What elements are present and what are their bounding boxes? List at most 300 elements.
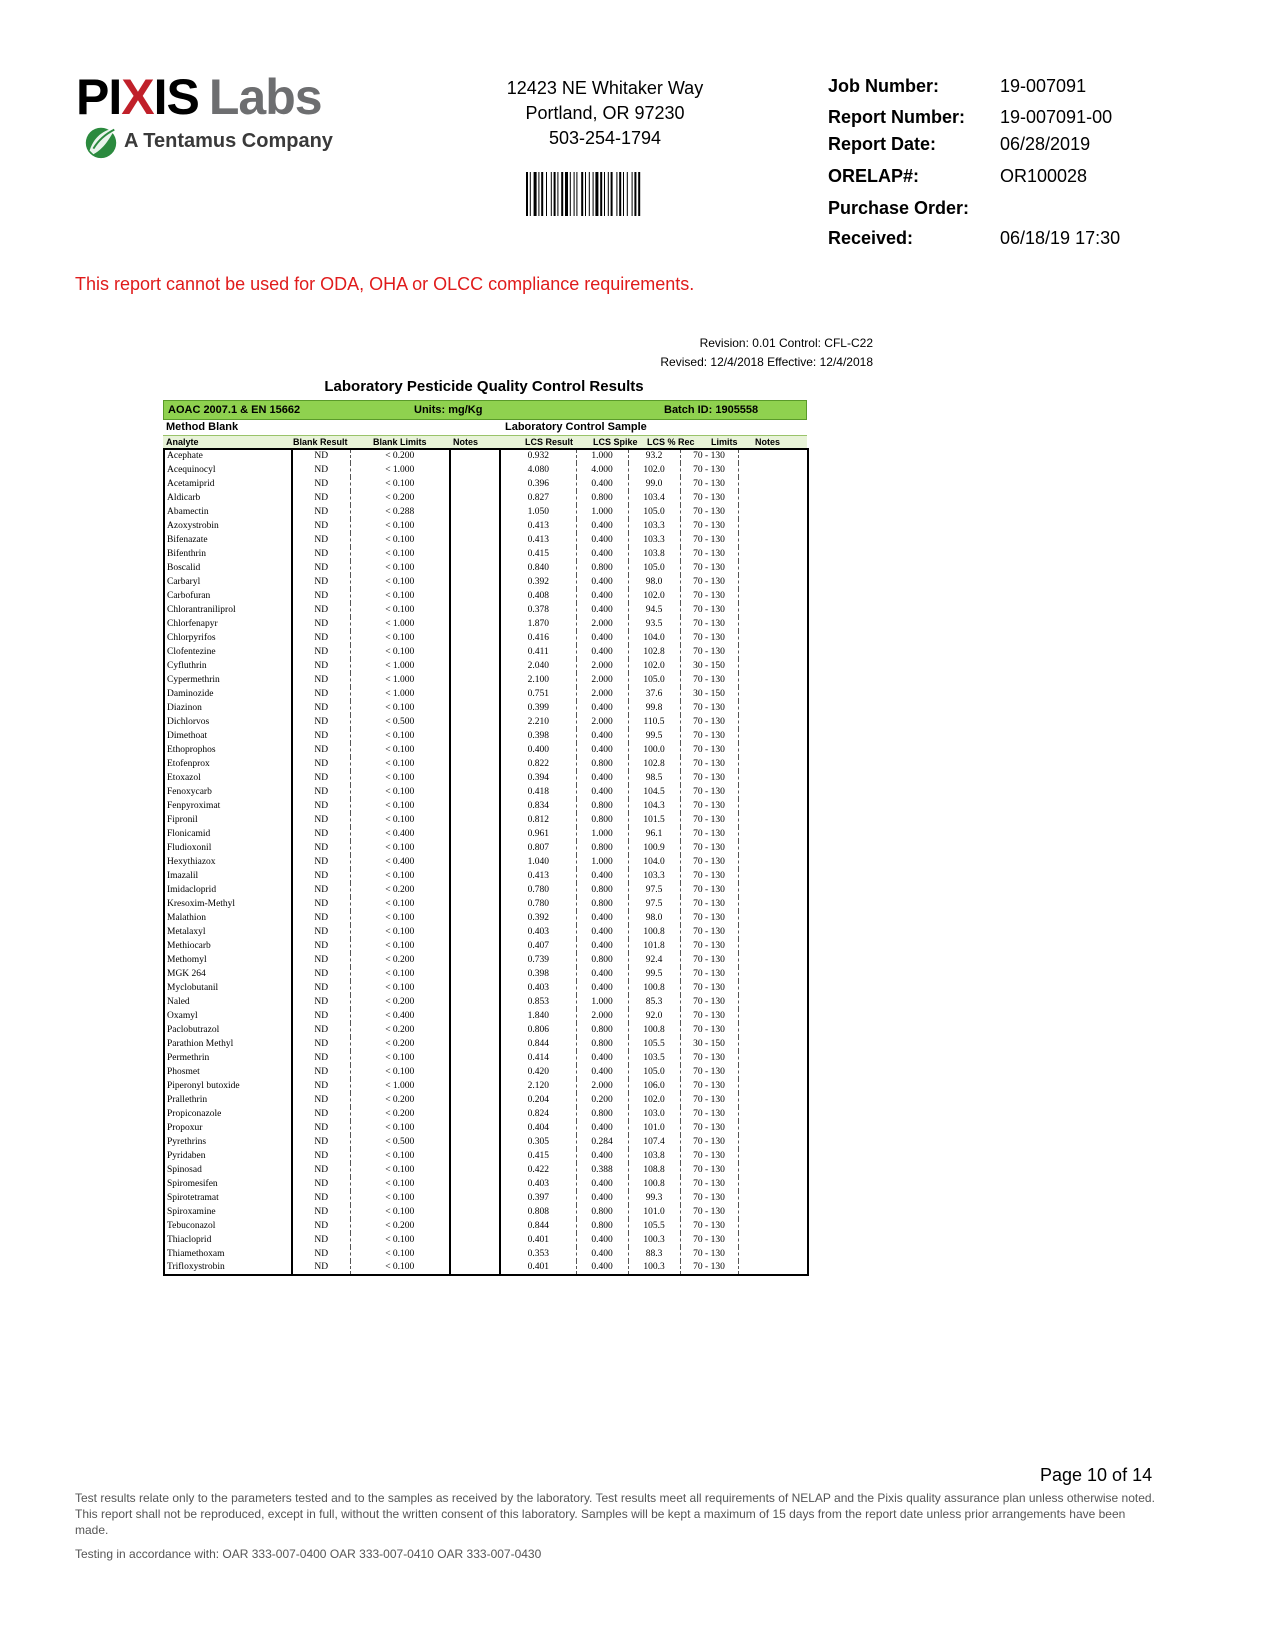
- cell-lcs-spike: 0.400: [576, 603, 628, 617]
- cell-limits: 70 - 130: [680, 1135, 738, 1149]
- header-blank-result: Blank Result: [293, 437, 348, 447]
- cell-notes-1: [450, 1149, 500, 1163]
- cell-lcs-rec: 97.5: [628, 897, 680, 911]
- cell-limits: 70 - 130: [680, 463, 738, 477]
- cell-lcs-result: 0.392: [500, 575, 576, 589]
- cell-notes-2: [738, 1065, 808, 1079]
- table-row: [164, 1205, 808, 1219]
- table-row: [164, 1107, 808, 1121]
- table-row: [164, 505, 808, 519]
- qc-section-labels: [163, 420, 807, 435]
- cell-notes-2: [738, 589, 808, 603]
- table-row: [164, 659, 808, 673]
- address-street: 12423 NE Whitaker Way: [506, 78, 704, 98]
- cell-analyte: Fenoxycarb: [164, 785, 292, 799]
- cell-lcs-spike: 0.800: [576, 1219, 628, 1233]
- qc-results-table: [163, 448, 809, 1276]
- cell-blank-result: ND: [292, 673, 350, 687]
- cell-blank-result: ND: [292, 771, 350, 785]
- cell-lcs-rec: 104.5: [628, 785, 680, 799]
- cell-notes-2: [738, 463, 808, 477]
- cell-lcs-spike: 0.400: [576, 981, 628, 995]
- cell-limits: 70 - 130: [680, 715, 738, 729]
- cell-blank-result: ND: [292, 1205, 350, 1219]
- cell-notes-1: [450, 827, 500, 841]
- cell-notes-1: [450, 519, 500, 533]
- cell-notes-2: [738, 897, 808, 911]
- cell-notes-1: [450, 1079, 500, 1093]
- table-row: [164, 827, 808, 841]
- cell-analyte: Azoxystrobin: [164, 519, 292, 533]
- cell-blank-limits: < 0.100: [350, 631, 450, 645]
- cell-notes-2: [738, 477, 808, 491]
- cell-analyte: Abamectin: [164, 505, 292, 519]
- cell-limits: 70 - 130: [680, 547, 738, 561]
- cell-lcs-rec: 100.9: [628, 841, 680, 855]
- cell-lcs-result: 0.414: [500, 1051, 576, 1065]
- cell-lcs-spike: 0.400: [576, 645, 628, 659]
- cell-lcs-rec: 101.5: [628, 813, 680, 827]
- cell-limits: 70 - 130: [680, 477, 738, 491]
- cell-notes-2: [738, 603, 808, 617]
- cell-notes-1: [450, 1135, 500, 1149]
- table-row: [164, 687, 808, 701]
- cell-blank-result: ND: [292, 883, 350, 897]
- cell-analyte: Aldicarb: [164, 491, 292, 505]
- cell-notes-2: [738, 1037, 808, 1051]
- cell-blank-result: ND: [292, 953, 350, 967]
- orelap-value: OR100028: [1000, 166, 1088, 186]
- cell-limits: 70 - 130: [680, 1261, 738, 1275]
- cell-analyte: Spiroxamine: [164, 1205, 292, 1219]
- cell-lcs-result: 0.403: [500, 981, 576, 995]
- table-row: [164, 603, 808, 617]
- cell-lcs-rec: 100.8: [628, 981, 680, 995]
- cell-analyte: Naled: [164, 995, 292, 1009]
- table-row: [164, 883, 808, 897]
- logo-tagline: A Tentamus Company: [124, 129, 333, 152]
- table-row: [164, 1051, 808, 1065]
- cell-analyte: Spiromesifen: [164, 1177, 292, 1191]
- cell-blank-result: ND: [292, 813, 350, 827]
- table-row: [164, 743, 808, 757]
- cell-lcs-result: 0.840: [500, 561, 576, 575]
- cell-blank-result: ND: [292, 1233, 350, 1247]
- header-notes-2: Notes: [755, 437, 781, 447]
- cell-limits: 70 - 130: [680, 589, 738, 603]
- table-row: [164, 1093, 808, 1107]
- cell-lcs-rec: 92.0: [628, 1009, 680, 1023]
- cell-blank-limits: < 0.100: [350, 701, 450, 715]
- cell-blank-result: ND: [292, 561, 350, 575]
- cell-lcs-rec: 108.8: [628, 1163, 680, 1177]
- cell-lcs-result: 0.844: [500, 1219, 576, 1233]
- cell-notes-2: [738, 449, 808, 463]
- table-row: [164, 491, 808, 505]
- cell-blank-result: ND: [292, 757, 350, 771]
- cell-lcs-spike: 0.400: [576, 547, 628, 561]
- received-value: 06/18/19 17:30: [1000, 228, 1121, 248]
- cell-blank-limits: < 0.100: [350, 533, 450, 547]
- cell-blank-limits: < 0.400: [350, 855, 450, 869]
- cell-limits: 70 - 130: [680, 883, 738, 897]
- cell-blank-result: ND: [292, 981, 350, 995]
- received-label: Received:: [828, 228, 914, 248]
- cell-blank-limits: < 0.100: [350, 729, 450, 743]
- cell-blank-limits: < 0.100: [350, 897, 450, 911]
- cell-blank-result: ND: [292, 533, 350, 547]
- cell-notes-1: [450, 1163, 500, 1177]
- cell-lcs-result: 0.780: [500, 897, 576, 911]
- table-row: [164, 477, 808, 491]
- cell-lcs-rec: 103.0: [628, 1107, 680, 1121]
- cell-lcs-spike: 1.000: [576, 855, 628, 869]
- cell-limits: 70 - 130: [680, 967, 738, 981]
- table-row: [164, 449, 808, 463]
- cell-blank-result: ND: [292, 659, 350, 673]
- cell-notes-1: [450, 1009, 500, 1023]
- cell-analyte: Malathion: [164, 911, 292, 925]
- cell-analyte: Acequinocyl: [164, 463, 292, 477]
- cell-limits: 70 - 130: [680, 869, 738, 883]
- cell-lcs-spike: 1.000: [576, 505, 628, 519]
- cell-analyte: Phosmet: [164, 1065, 292, 1079]
- cell-blank-result: ND: [292, 1079, 350, 1093]
- cell-analyte: Parathion Methyl: [164, 1037, 292, 1051]
- cell-limits: 70 - 130: [680, 743, 738, 757]
- cell-blank-result: ND: [292, 631, 350, 645]
- table-row: [164, 575, 808, 589]
- table-row: [164, 1233, 808, 1247]
- cell-blank-limits: < 0.100: [350, 813, 450, 827]
- cell-blank-limits: < 0.500: [350, 715, 450, 729]
- cell-blank-limits: < 0.100: [350, 1191, 450, 1205]
- cell-notes-1: [450, 855, 500, 869]
- cell-notes-1: [450, 1023, 500, 1037]
- table-row: [164, 1065, 808, 1079]
- cell-lcs-rec: 99.8: [628, 701, 680, 715]
- cell-lcs-rec: 103.3: [628, 519, 680, 533]
- cell-notes-1: [450, 477, 500, 491]
- cell-lcs-result: 0.408: [500, 589, 576, 603]
- table-row: [164, 869, 808, 883]
- header-limits: Limits: [711, 437, 738, 447]
- qc-column-headers: [163, 435, 807, 448]
- address-city: Portland, OR 97230: [525, 103, 685, 123]
- cell-notes-2: [738, 1107, 808, 1121]
- cell-lcs-rec: 101.0: [628, 1205, 680, 1219]
- table-row: [164, 547, 808, 561]
- cell-blank-limits: < 0.100: [350, 925, 450, 939]
- cell-blank-limits: < 0.200: [350, 1037, 450, 1051]
- cell-lcs-spike: 0.400: [576, 589, 628, 603]
- cell-blank-result: ND: [292, 1051, 350, 1065]
- table-row: [164, 939, 808, 953]
- cell-blank-result: ND: [292, 463, 350, 477]
- report-date-label: Report Date:: [828, 134, 937, 154]
- cell-notes-2: [738, 673, 808, 687]
- cell-lcs-spike: 2.000: [576, 673, 628, 687]
- cell-notes-2: [738, 939, 808, 953]
- cell-notes-1: [450, 687, 500, 701]
- cell-lcs-spike: 0.800: [576, 841, 628, 855]
- cell-lcs-spike: 0.400: [576, 1051, 628, 1065]
- cell-notes-2: [738, 855, 808, 869]
- cell-lcs-spike: 0.400: [576, 575, 628, 589]
- table-row: [164, 981, 808, 995]
- cell-lcs-spike: 0.400: [576, 939, 628, 953]
- cell-blank-limits: < 0.100: [350, 561, 450, 575]
- qc-method: AOAC 2007.1 & EN 15662: [168, 404, 301, 416]
- cell-notes-1: [450, 981, 500, 995]
- cell-lcs-rec: 88.3: [628, 1247, 680, 1261]
- cell-notes-1: [450, 1093, 500, 1107]
- cell-blank-result: ND: [292, 1219, 350, 1233]
- cell-lcs-spike: 0.400: [576, 1177, 628, 1191]
- cell-lcs-result: 0.398: [500, 729, 576, 743]
- cell-notes-2: [738, 743, 808, 757]
- cell-notes-2: [738, 883, 808, 897]
- cell-lcs-result: 0.353: [500, 1247, 576, 1261]
- cell-analyte: Fenpyroximat: [164, 799, 292, 813]
- cell-blank-result: ND: [292, 1191, 350, 1205]
- cell-analyte: Etoxazol: [164, 771, 292, 785]
- cell-lcs-rec: 100.8: [628, 1177, 680, 1191]
- cell-blank-limits: < 0.100: [350, 967, 450, 981]
- table-row: [164, 673, 808, 687]
- cell-blank-limits: < 0.200: [350, 995, 450, 1009]
- cell-blank-limits: < 1.000: [350, 1079, 450, 1093]
- cell-notes-1: [450, 869, 500, 883]
- cell-blank-result: ND: [292, 1121, 350, 1135]
- cell-limits: 70 - 130: [680, 449, 738, 463]
- cell-analyte: Myclobutanil: [164, 981, 292, 995]
- cell-lcs-rec: 99.5: [628, 967, 680, 981]
- table-row: [164, 757, 808, 771]
- cell-lcs-spike: 0.400: [576, 477, 628, 491]
- cell-notes-1: [450, 1065, 500, 1079]
- cell-lcs-spike: 0.400: [576, 533, 628, 547]
- table-row: [164, 715, 808, 729]
- cell-lcs-rec: 102.0: [628, 589, 680, 603]
- cell-lcs-rec: 98.0: [628, 575, 680, 589]
- cell-notes-1: [450, 953, 500, 967]
- cell-lcs-rec: 98.0: [628, 911, 680, 925]
- cell-blank-limits: < 1.000: [350, 673, 450, 687]
- header-blank-limits: Blank Limits: [373, 437, 427, 447]
- header-lcs-rec: LCS % Rec: [647, 437, 695, 447]
- cell-limits: 30 - 150: [680, 687, 738, 701]
- table-row: [164, 1177, 808, 1191]
- cell-lcs-result: 1.870: [500, 617, 576, 631]
- cell-blank-result: ND: [292, 939, 350, 953]
- cell-lcs-rec: 96.1: [628, 827, 680, 841]
- cell-lcs-result: 2.210: [500, 715, 576, 729]
- logo-x: X: [121, 69, 154, 125]
- cell-notes-1: [450, 491, 500, 505]
- cell-analyte: Propoxur: [164, 1121, 292, 1135]
- cell-notes-2: [738, 491, 808, 505]
- cell-lcs-result: 2.100: [500, 673, 576, 687]
- cell-lcs-result: 0.932: [500, 449, 576, 463]
- cell-notes-2: [738, 757, 808, 771]
- cell-notes-1: [450, 533, 500, 547]
- table-row: [164, 519, 808, 533]
- cell-notes-2: [738, 1261, 808, 1275]
- cell-lcs-rec: 100.3: [628, 1233, 680, 1247]
- cell-analyte: Methomyl: [164, 953, 292, 967]
- cell-lcs-spike: 0.388: [576, 1163, 628, 1177]
- cell-lcs-rec: 105.0: [628, 561, 680, 575]
- table-row: [164, 1121, 808, 1135]
- cell-notes-2: [738, 1009, 808, 1023]
- cell-notes-1: [450, 1121, 500, 1135]
- cell-analyte: Diazinon: [164, 701, 292, 715]
- cell-notes-1: [450, 631, 500, 645]
- cell-notes-2: [738, 561, 808, 575]
- cell-blank-limits: < 0.400: [350, 827, 450, 841]
- cell-blank-result: ND: [292, 547, 350, 561]
- cell-blank-result: ND: [292, 743, 350, 757]
- cell-analyte: Daminozide: [164, 687, 292, 701]
- cell-blank-limits: < 0.100: [350, 981, 450, 995]
- cell-lcs-rec: 106.0: [628, 1079, 680, 1093]
- cell-lcs-spike: 0.800: [576, 1023, 628, 1037]
- cell-limits: 70 - 130: [680, 757, 738, 771]
- cell-notes-2: [738, 715, 808, 729]
- cell-notes-2: [738, 645, 808, 659]
- cell-analyte: Piperonyl butoxide: [164, 1079, 292, 1093]
- cell-notes-1: [450, 1037, 500, 1051]
- cell-lcs-rec: 101.0: [628, 1121, 680, 1135]
- cell-notes-2: [738, 1177, 808, 1191]
- cell-blank-result: ND: [292, 827, 350, 841]
- cell-notes-2: [738, 617, 808, 631]
- cell-notes-2: [738, 631, 808, 645]
- table-row: [164, 561, 808, 575]
- cell-blank-limits: < 0.100: [350, 1163, 450, 1177]
- purchase-order-label: Purchase Order:: [828, 198, 970, 218]
- cell-analyte: Pyridaben: [164, 1149, 292, 1163]
- cell-blank-result: ND: [292, 967, 350, 981]
- cell-lcs-spike: 0.800: [576, 813, 628, 827]
- cell-lcs-rec: 98.5: [628, 771, 680, 785]
- cell-lcs-spike: 0.400: [576, 1261, 628, 1275]
- cell-lcs-spike: 0.400: [576, 869, 628, 883]
- cell-limits: 70 - 130: [680, 1107, 738, 1121]
- cell-limits: 70 - 130: [680, 575, 738, 589]
- cell-lcs-rec: 102.0: [628, 1093, 680, 1107]
- cell-analyte: Dimethoat: [164, 729, 292, 743]
- table-row: [164, 897, 808, 911]
- table-row: [164, 995, 808, 1009]
- cell-blank-limits: < 0.100: [350, 785, 450, 799]
- cell-analyte: Carbofuran: [164, 589, 292, 603]
- cell-notes-1: [450, 645, 500, 659]
- cell-lcs-spike: 1.000: [576, 449, 628, 463]
- tentamus-leaf-icon: [82, 122, 120, 160]
- cell-limits: 70 - 130: [680, 841, 738, 855]
- cell-blank-limits: < 0.200: [350, 491, 450, 505]
- cell-limits: 70 - 130: [680, 897, 738, 911]
- header-lcs-spike: LCS Spike: [593, 437, 638, 447]
- cell-lcs-spike: 0.400: [576, 785, 628, 799]
- cell-limits: 70 - 130: [680, 925, 738, 939]
- table-row: [164, 631, 808, 645]
- cell-notes-1: [450, 925, 500, 939]
- cell-limits: 70 - 130: [680, 785, 738, 799]
- cell-lcs-result: 0.420: [500, 1065, 576, 1079]
- revision-line-2: Revised: 12/4/2018 Effective: 12/4/2018: [660, 355, 873, 369]
- cell-lcs-result: 0.403: [500, 925, 576, 939]
- orelap-label: ORELAP#:: [828, 166, 920, 186]
- cell-notes-1: [450, 673, 500, 687]
- cell-limits: 70 - 130: [680, 827, 738, 841]
- cell-lcs-result: 0.808: [500, 1205, 576, 1219]
- cell-limits: 70 - 130: [680, 1247, 738, 1261]
- cell-lcs-result: 0.853: [500, 995, 576, 1009]
- cell-limits: 70 - 130: [680, 561, 738, 575]
- cell-limits: 70 - 130: [680, 1149, 738, 1163]
- cell-blank-limits: < 0.100: [350, 1233, 450, 1247]
- cell-lcs-rec: 103.3: [628, 869, 680, 883]
- cell-notes-1: [450, 589, 500, 603]
- cell-lcs-rec: 104.0: [628, 631, 680, 645]
- cell-analyte: Imidacloprid: [164, 883, 292, 897]
- cell-limits: 70 - 130: [680, 855, 738, 869]
- cell-notes-1: [450, 897, 500, 911]
- cell-analyte: Bifenazate: [164, 533, 292, 547]
- cell-blank-limits: < 0.500: [350, 1135, 450, 1149]
- lcs-label: Laboratory Control Sample: [505, 421, 647, 433]
- cell-lcs-spike: 0.400: [576, 701, 628, 715]
- cell-blank-limits: < 0.400: [350, 1009, 450, 1023]
- cell-notes-2: [738, 1121, 808, 1135]
- cell-notes-2: [738, 1247, 808, 1261]
- table-row: [164, 1023, 808, 1037]
- cell-blank-limits: < 0.200: [350, 1093, 450, 1107]
- table-row: [164, 589, 808, 603]
- cell-limits: 70 - 130: [680, 771, 738, 785]
- cell-lcs-rec: 102.0: [628, 463, 680, 477]
- cell-lcs-result: 0.413: [500, 519, 576, 533]
- job-number-label: Job Number:: [828, 76, 940, 96]
- cell-notes-2: [738, 687, 808, 701]
- cell-blank-result: ND: [292, 1107, 350, 1121]
- cell-limits: 70 - 130: [680, 631, 738, 645]
- cell-lcs-spike: 0.800: [576, 491, 628, 505]
- cell-notes-1: [450, 1051, 500, 1065]
- cell-lcs-result: 0.401: [500, 1233, 576, 1247]
- cell-lcs-spike: 0.400: [576, 1149, 628, 1163]
- cell-notes-2: [738, 575, 808, 589]
- cell-lcs-spike: 0.400: [576, 967, 628, 981]
- cell-blank-result: ND: [292, 1135, 350, 1149]
- cell-blank-result: ND: [292, 729, 350, 743]
- address-phone: 503-254-1794: [548, 128, 662, 148]
- cell-notes-2: [738, 1135, 808, 1149]
- cell-lcs-result: 0.413: [500, 533, 576, 547]
- header-lcs-result: LCS Result: [525, 437, 574, 447]
- cell-analyte: Methiocarb: [164, 939, 292, 953]
- cell-blank-result: ND: [292, 897, 350, 911]
- qc-method-bar: [163, 400, 807, 420]
- cell-lcs-result: 0.751: [500, 687, 576, 701]
- cell-analyte: Metalaxyl: [164, 925, 292, 939]
- cell-blank-limits: < 0.200: [350, 1023, 450, 1037]
- cell-lcs-rec: 105.5: [628, 1219, 680, 1233]
- cell-limits: 70 - 130: [680, 645, 738, 659]
